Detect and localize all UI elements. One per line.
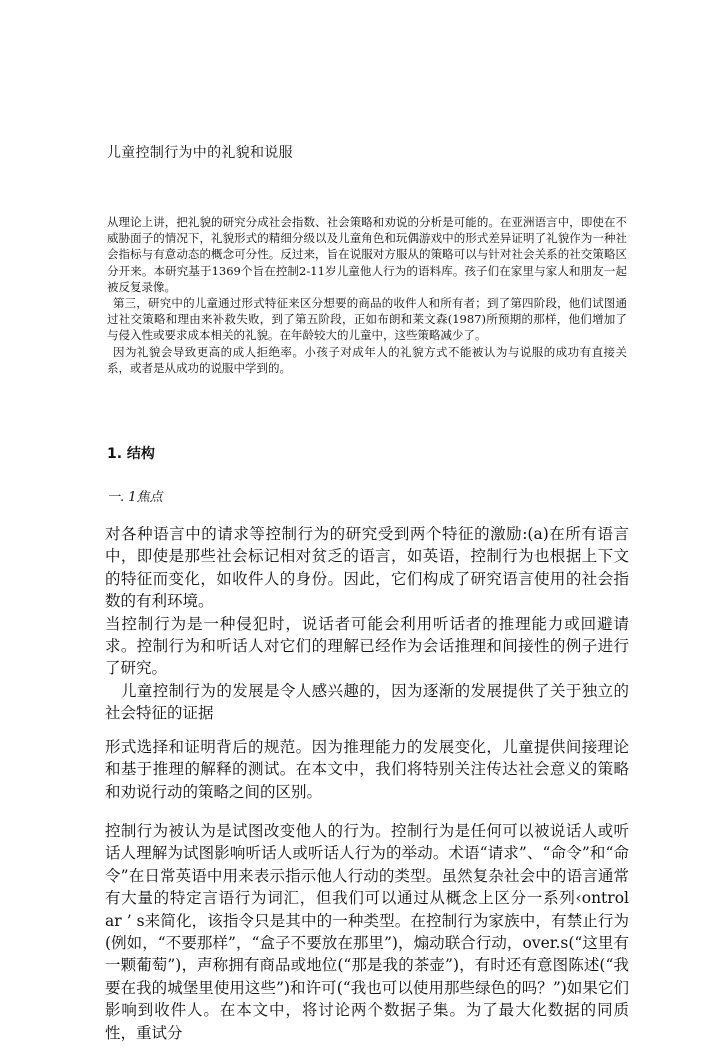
abstract-paragraph: 因为礼貌会导致更高的成人拒绝率。小孩子对成年人的礼貌方式不能被认为与说服的成功有直接关系，或者是从成功的说服中学到的。 — [107, 344, 627, 375]
body-paragraph: 对各种语言中的请求等控制行为的研究受到两个特征的激励:(a)在所有语言中，即使是那些社会标记相对贫乏的语言，如英语，控制行为也根据上下文的特征而变化，如收件人的身份。因此，它们构成了研究语言使用的社会指数的有利环境。 — [105, 525, 629, 611]
document-title: 儿童控制行为中的礼貌和说服 — [107, 145, 293, 161]
abstract — [107, 214, 627, 376]
body-paragraph: 当控制行为是一种侵犯时，说话者可能会利用听话者的推理能力或回避请求。控制行为和听话人对它们的理解已经作为会话推理和间接性的例子进行了研究。 — [105, 614, 629, 678]
body-block-2 — [105, 736, 629, 803]
section-heading: 1. 结构 — [107, 446, 155, 462]
subsection-heading: 一. 1焦点 — [107, 490, 163, 505]
body-paragraph: 形式选择和证明背后的规范。因为推理能力的发展变化，儿童提供间接理论和基于推理的解释的测试。在本文中，我们将特别关注传达社会意义的策略和劝说行动的策略之间的区别。 — [105, 738, 629, 801]
body-paragraph: 控制行为被认为是试图改变他人的行为。控制行为是任何可以被说话人或听话人理解为试图影响听话人或听话人行为的举动。术语“请求”、“命令”和“命令”在日常英语中用来表示指示他人行动的类型。虽然复杂社会中的语言通常有大量的特定言语行为词汇，但我们可以通过从概念上区分一系列‹ontrol ar ’ s来简化，该指令只是其中的一种类型。在控制行为家族中，有禁止行为(例如，“不要那样”，“盒子不要放在那里”)，煽动联合行动，over.s(“这里有一颗葡萄”)，声称拥有商品或地位(“那是我的茶壶”)，有时还有意图陈述(“我要在我的城堡里使用这些”)和许可(“我也可以使用那些绿色的吗？”)如果它们影响到收件人。在本文中，将讨论两个数据子集。为了最大化数据的同质性，重试分 — [105, 822, 629, 1042]
body-block-1 — [105, 523, 629, 725]
body-paragraph: 儿童控制行为的发展是令人感兴趣的，因为逐渐的发展提供了关于独立的社会特征的证据 — [105, 681, 629, 723]
body-block-3 — [105, 820, 629, 1044]
abstract-paragraph: 第三，研究中的儿童通过形式特征来区分想要的商品的收件人和所有者；到了第四阶段，他们试图通过社交策略和理由来补救失败，到了第五阶段，正如布朗和莱文森(1987)所预期的那样，他们增加了与侵入性或要求成本相关的礼貌。在年龄较大的儿童中，这些策略减少了。 — [107, 296, 627, 343]
abstract-paragraph: 从理论上讲，把礼貌的研究分成社会指数、社会策略和劝说的分析是可能的。在亚洲语言中，即使在不威胁面子的情况下，礼貌形式的精细分级以及儿童角色和玩偶游戏中的形式差异证明了礼貌作为一种社会指标与有意动态的概念可分性。反过来，旨在说服对方服从的策略可以与针对社会关系的社交策略区分开来。本研究基于1369个旨在控制2-11岁儿童他人行为的语料库。孩子们在家里与家人和朋友一起被反复录像。 — [107, 215, 627, 294]
